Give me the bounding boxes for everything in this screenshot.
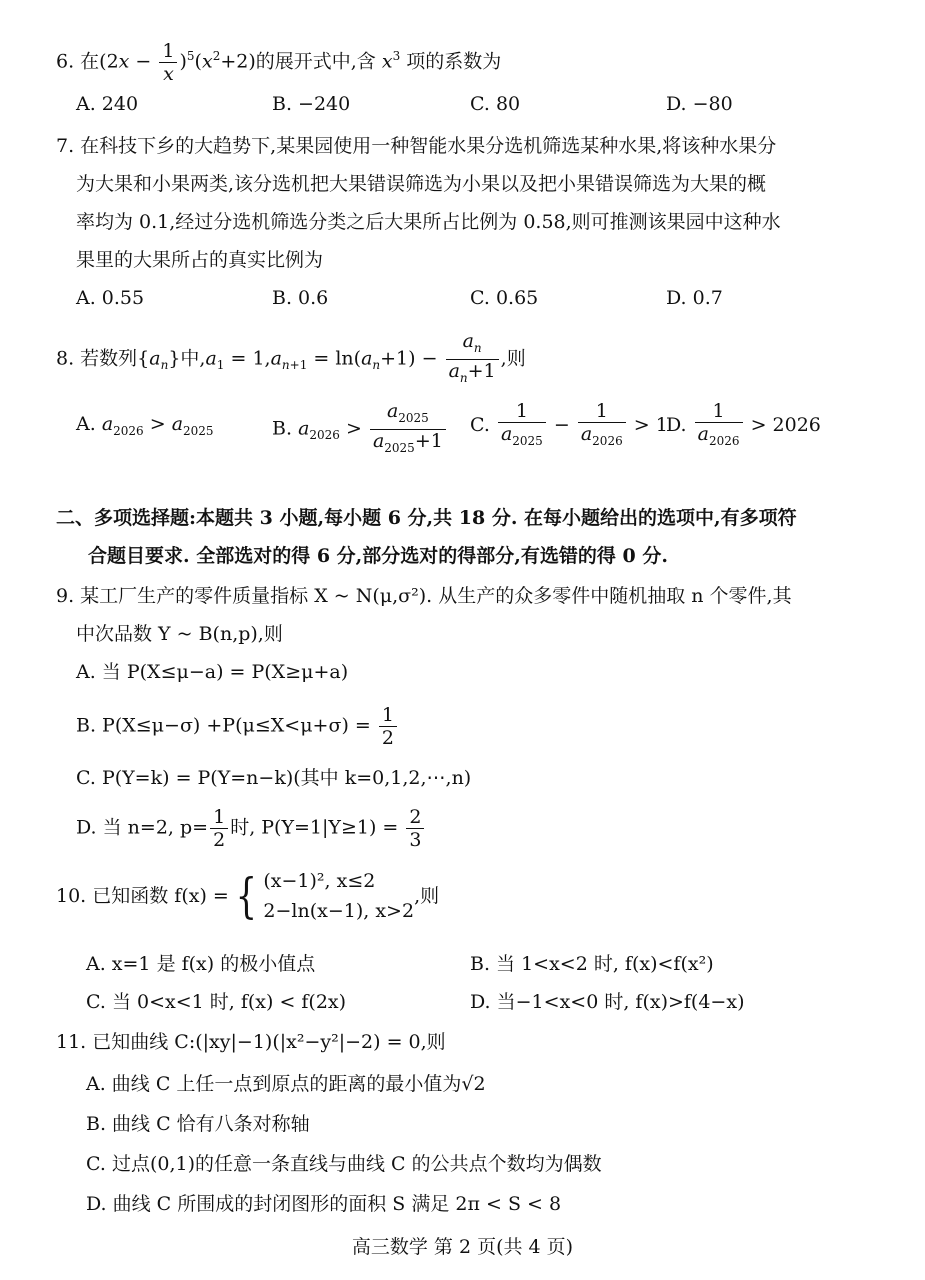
q6-option-a: A. 240 [76, 93, 139, 115]
q6-option-c: C. 80 [470, 93, 521, 115]
q10-option-a: A. x=1 是 f(x) 的极小值点 [86, 953, 316, 975]
q9-option-a: A. 当 P(X≤μ−a) = P(X≥μ+a) [76, 661, 349, 683]
q11-option-c: C. 过点(0,1)的任意一条直线与曲线 C 的公共点个数均为偶数 [86, 1153, 602, 1175]
q6-stem: 6. 在(2x − $\frac{1}{x}$ )$^5(x^2+2)$的展开式中,含 $x^3$ 项的系数为 [56, 40, 502, 85]
q8-stem: 8. 若数列$\{a_n\}$中$,a_1 = 1,a_{n+1} = \ln(a_n+1)$ − $\frac{a_n}{a_n+1}$ ,则 [56, 330, 526, 389]
q7-line-3: 率均为 0.1,经过分选机筛选分类之后大果所占比例为 0.58,则可推测该果园中这种水 [76, 211, 781, 233]
q7-line-1: 7. 在科技下乡的大趋势下,某果园使用一种智能水果分选机筛选某种水果,将该种水果分 [56, 135, 777, 157]
q10-stem: 10. 已知函数 f(x) = { (x−1)², x≤2 2−ln(x−1), x>2 ,则 [56, 868, 440, 924]
q6-option-b: B. −240 [272, 93, 351, 115]
q6-option-d: D. −80 [666, 93, 733, 115]
q8-option-c: C. $\frac{1}{a_{2025}}$ − $\frac{1}{a_{2026}}$ > 1 [470, 400, 668, 448]
q7-option-d: D. 0.7 [666, 287, 723, 309]
q11-stem: 11. 已知曲线 C:(|xy|−1)(|x²−y²|−2) = 0,则 [56, 1031, 446, 1053]
q7-option-a: A. 0.55 [76, 287, 145, 309]
section-2-heading-cont: 合题目要求. 全部选对的得 6 分,部分选对的得部分,有选错的得 0 分. [88, 545, 668, 567]
q9-line-2: 中次品数 Y ~ B(n,p),则 [76, 623, 283, 645]
q7-option-b: B. 0.6 [272, 287, 329, 309]
q8-option-b: B. $a_{2026}$ > $\frac{a_{2025}}{a_{2025}+1}$ [272, 400, 448, 459]
q10-option-d: D. 当−1<x<0 时, f(x)>f(4−x) [470, 991, 745, 1013]
q9-option-b: B. P(X≤μ−σ) +P(μ≤X<μ+σ) = $\frac{1}{2}$ [76, 704, 399, 749]
q10-option-c: C. 当 0<x<1 时, f(x) < f(2x) [86, 991, 347, 1013]
q10-option-b: B. 当 1<x<2 时, f(x)<f(x²) [470, 953, 714, 975]
q8-option-d: D. $\frac{1}{a_{2026}}$ > 2026 [666, 400, 821, 448]
q11-option-b: B. 曲线 C 恰有八条对称轴 [86, 1113, 310, 1135]
q9-option-c: C. P(Y=k) = P(Y=n−k)(其中 k=0,1,2,⋯,n) [76, 767, 472, 789]
q9-option-d: D. 当 n=2, p= $\frac{1}{2}$ 时, P(Y=1|Y≥1) = $\frac{2}{3}$ [76, 806, 426, 851]
q11-option-a: A. 曲线 C 上任一点到原点的距离的最小值为√2 [86, 1073, 486, 1095]
q7-line-2: 为大果和小果两类,该分选机把大果错误筛选为小果以及把小果错误筛选为大果的概 [76, 173, 767, 195]
q6-fraction: $\frac{1}{x}$ [159, 40, 177, 85]
q9-line-1: 9. 某工厂生产的零件质量指标 X ~ N(μ,σ²). 从生产的众多零件中随机抽取 n 个零件,其 [56, 585, 792, 607]
q7-option-c: C. 0.65 [470, 287, 539, 309]
q11-option-d: D. 曲线 C 所围成的封闭图形的面积 S 满足 2π < S < 8 [86, 1193, 562, 1215]
section-2-heading: 二、多项选择题:本题共 3 小题,每小题 6 分,共 18 分. 在每小题给出的选项中,有多项符 [56, 507, 797, 529]
q8-option-a: A. $a_{2026} > a_{2025}$ [76, 413, 214, 438]
q7-line-4: 果里的大果所占的真实比例为 [76, 249, 324, 271]
page-footer: 高三数学 第 2 页(共 4 页) [351, 1236, 574, 1258]
q8-fraction: $\frac{a_n}{a_n+1}$ [446, 330, 499, 389]
